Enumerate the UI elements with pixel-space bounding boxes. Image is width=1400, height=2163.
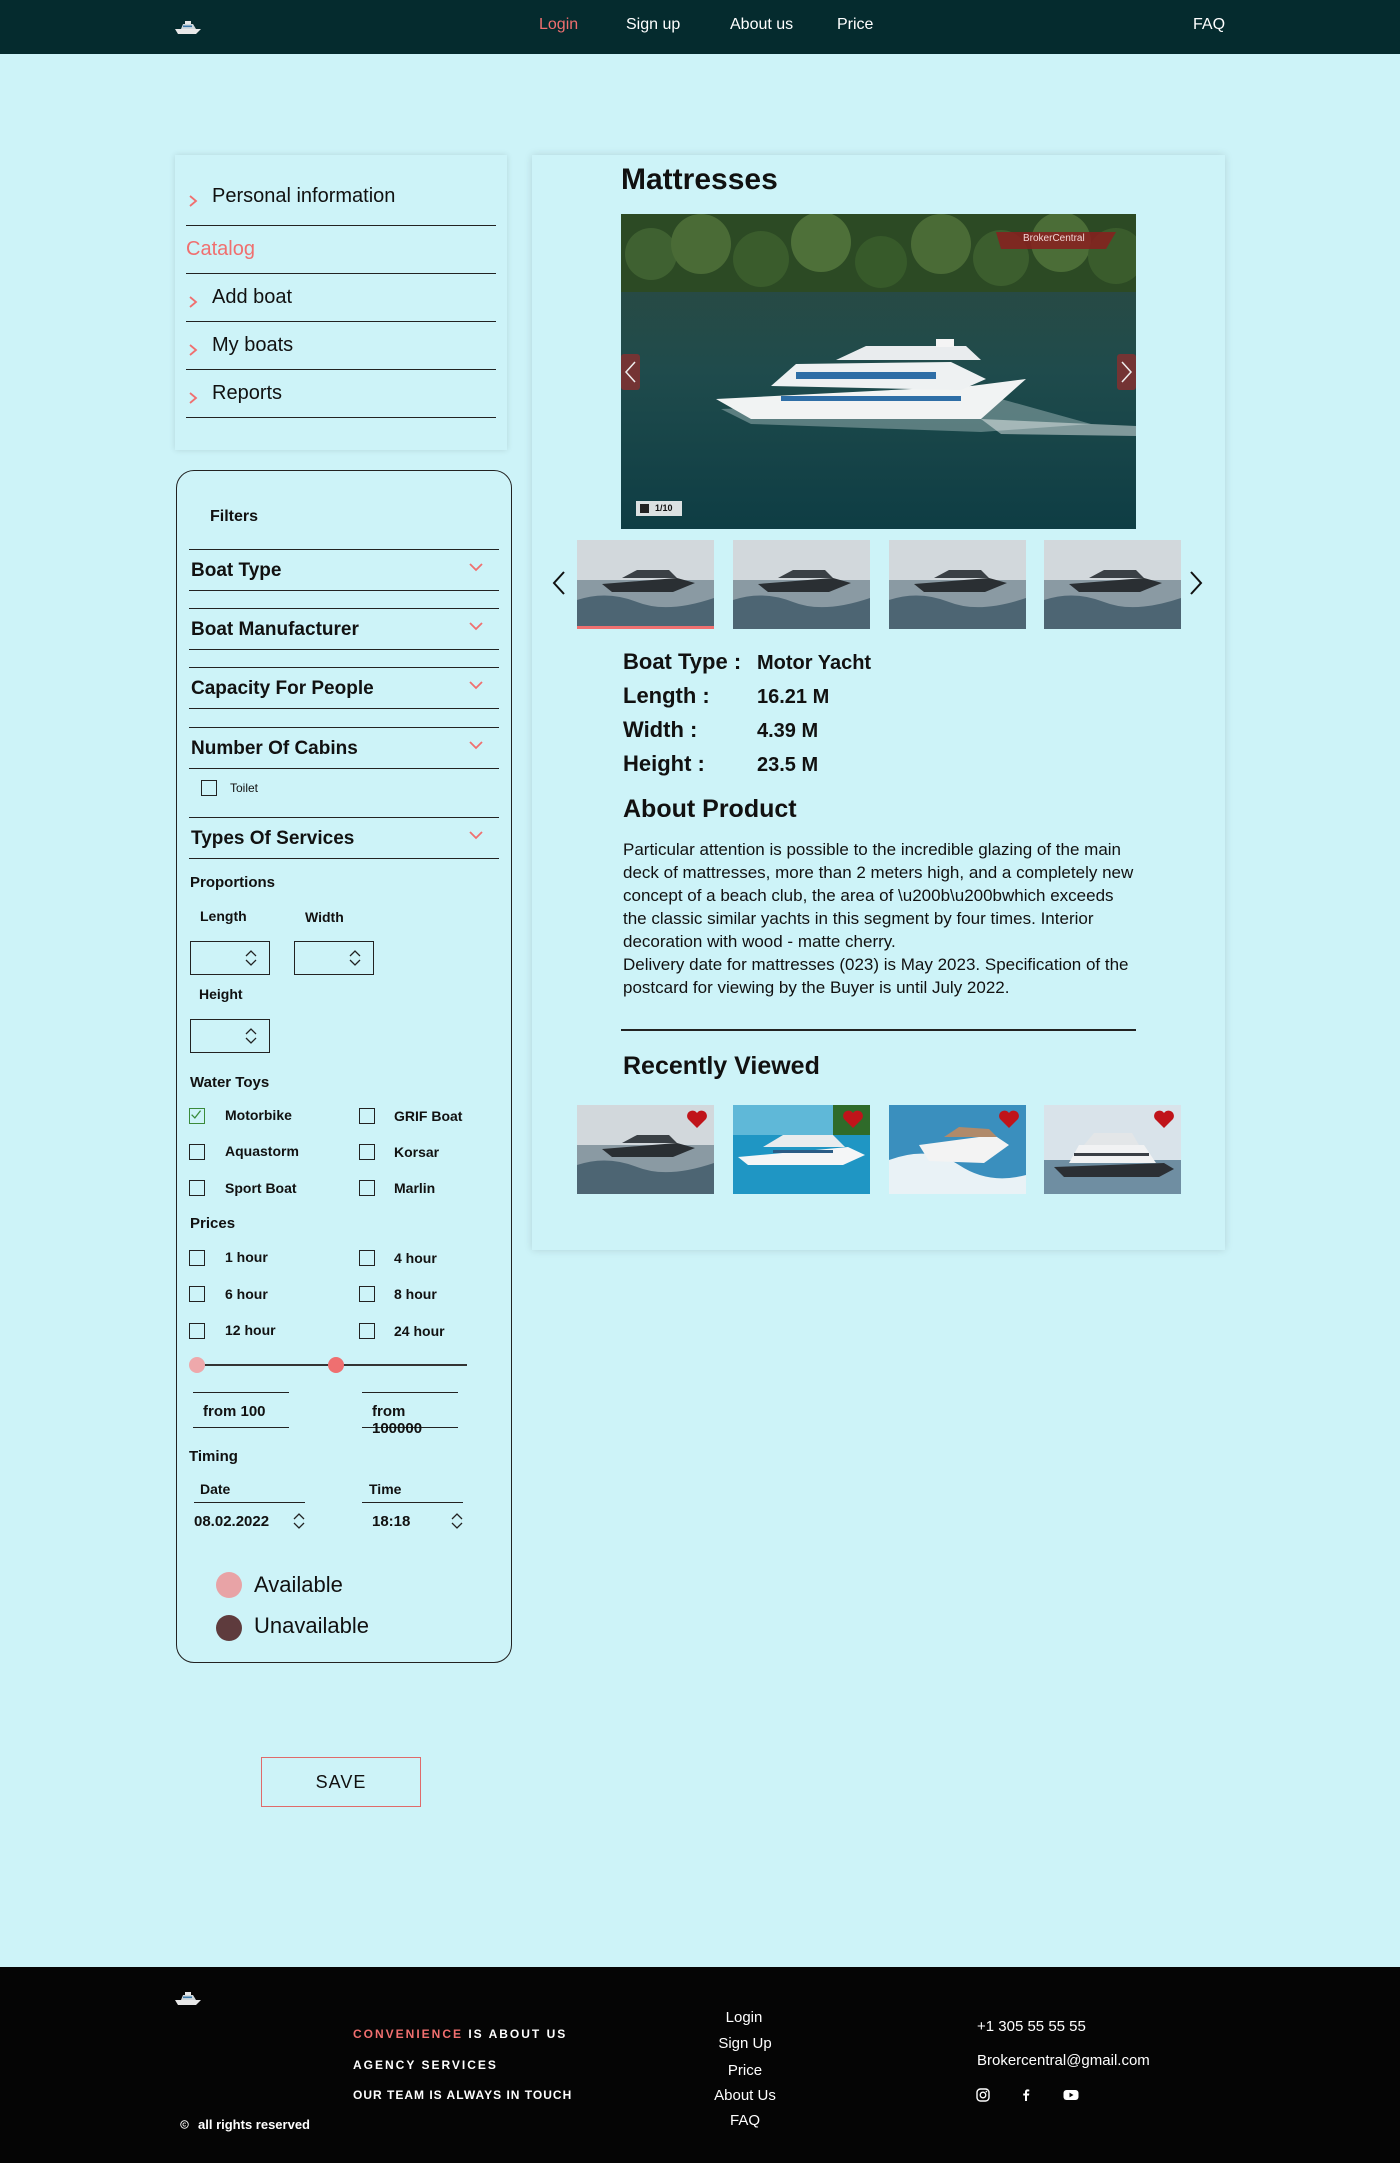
accordion-label: Boat Manufacturer [191,619,359,640]
korsar-label: Korsar [394,1144,440,1160]
chevron-right-icon [186,194,200,208]
footer-tagline [353,2027,567,2041]
accordion-boat-manufacturer[interactable] [189,608,499,650]
boat-thumbnail-image [733,540,870,629]
height-label: Height [199,986,243,1002]
price-8-hour-label: 8 hour [394,1286,437,1302]
accordion-label: Boat Type [191,560,282,581]
spec-length-key: Length : [623,683,710,708]
thumbs-prev-arrow-icon[interactable] [552,570,566,596]
copyright-icon [180,2120,189,2129]
menu-item-label: Add boat [212,286,293,308]
width-stepper[interactable] [294,941,374,975]
recent-item-4[interactable] [1044,1105,1181,1194]
boat-logo-icon[interactable] [174,1989,202,2007]
marlin-checkbox[interactable] [359,1180,375,1196]
footer-rights: all rights reserved [198,2117,310,2132]
toilet-checkbox[interactable] [201,780,217,796]
spec-width-key: Width : [623,717,698,742]
footer-link-login[interactable]: Login [725,2009,763,2026]
nav-faq[interactable]: FAQ [1193,16,1226,33]
price-4-hour-label: 4 hour [394,1250,437,1266]
footer-tagline-accent: CONVENIENCE [353,2027,464,2041]
site-footer [0,1967,1400,2163]
save-button[interactable]: SAVE [261,1757,421,1807]
price-4-hour-checkbox[interactable] [359,1250,375,1266]
price-24-hour-label: 24 hour [394,1323,445,1339]
water-toys-label: Water Toys [190,1074,270,1091]
nav-about-us[interactable]: About us [730,16,794,33]
boat-thumbnail-image [1044,540,1181,629]
footer-link-about-us[interactable]: About Us [714,2087,776,2104]
marlin-label: Marlin [394,1180,436,1196]
toilet-label: Toilet [230,781,259,795]
spec-width-value: 4.39 M [757,720,819,742]
footer-tagline-rest: IS ABOUT US [463,2027,568,2041]
image-counter: 1/10 [655,503,673,513]
recent-item-2[interactable] [733,1105,870,1194]
about-product-text [623,838,1138,999]
date-input[interactable] [194,1502,305,1536]
footer-link-faq[interactable]: FAQ [729,2112,760,2129]
account-menu [175,155,507,450]
prices-label: Prices [190,1215,236,1232]
thumbnail-1[interactable] [577,540,714,629]
price-12-hour-checkbox[interactable] [189,1323,205,1339]
accordion-capacity-for-people[interactable] [189,667,499,709]
about-paragraph-1: Particular attention is possible to the incredible glazing of the main deck of mattresses, more than 2 meters high, and a completely new concept of a beach club, the area of \u200b\u200bwhich exceeds the classic similar yachts in this segment by four times. Interior decoration with wood - matte cherry. [623,840,1134,951]
available-label: Available [254,1572,343,1597]
spinner-arrows-icon[interactable] [245,1028,257,1044]
aquastorm-label: Aquastorm [225,1143,299,1159]
check-icon [190,1109,203,1122]
chevron-down-icon [469,680,483,690]
time-value: 18:18 [372,1513,411,1530]
product-title: Mattresses [621,163,778,196]
product-card [532,155,1225,1250]
recently-viewed-title: Recently Viewed [623,1052,820,1080]
menu-item-catalog[interactable] [186,238,496,274]
price-range-max-handle[interactable] [328,1357,344,1373]
chevron-down-icon [469,830,483,840]
price-6-hour-checkbox[interactable] [189,1286,205,1302]
footer-link-price[interactable]: Price [727,2062,763,2079]
top-header [0,0,1400,54]
chevron-right-icon [186,343,200,357]
image-next-button[interactable] [1117,354,1136,390]
heart-icon[interactable] [842,1109,864,1129]
boat-thumbnail-image [889,540,1026,629]
recent-item-3[interactable] [889,1105,1026,1194]
chevron-down-icon [469,562,483,572]
unavailable-label: Unavailable [254,1613,369,1638]
footer-team-line: OUR TEAM IS ALWAYS IN TOUCH [353,2088,573,2102]
width-label: Width [305,909,344,925]
facebook-icon[interactable] [1019,2088,1033,2102]
about-paragraph-2: Delivery date for mattresses (023) is May 2023. Specification of the postcard for viewing by the Buyer is until July 2022. [623,955,1129,997]
price-24-hour-checkbox[interactable] [359,1323,375,1339]
grif-boat-checkbox[interactable] [359,1108,375,1124]
price-6-hour-label: 6 hour [225,1286,268,1302]
filters-title: Filters [210,508,259,525]
accordion-number-of-cabins[interactable] [189,727,499,769]
motorbike-label: Motorbike [225,1107,292,1123]
sport-boat-checkbox[interactable] [189,1180,205,1196]
youtube-icon[interactable] [1063,2088,1079,2102]
accordion-label: Types Of Services [191,828,355,849]
footer-phone[interactable]: +1 305 55 55 55 [977,2018,1086,2035]
proportions-label: Proportions [190,874,275,891]
chevron-down-icon [469,621,483,631]
menu-item-add-boat[interactable] [186,286,496,322]
heart-icon[interactable] [1153,1109,1175,1129]
yacht-photo [621,214,1136,529]
heart-icon[interactable] [998,1109,1020,1129]
spinner-arrows-icon[interactable] [245,950,257,966]
time-label: Time [369,1481,402,1497]
thumbnail-2[interactable] [733,540,870,629]
menu-item-label: Catalog [186,238,255,260]
boat-logo-icon[interactable] [174,18,202,36]
thumbnail-3[interactable] [889,540,1026,629]
nav-login[interactable]: Login [539,16,579,33]
accordion-label: Number Of Cabins [191,738,358,759]
spec-boat-type-value: Motor Yacht [757,652,872,674]
price-1-hour-checkbox[interactable] [189,1250,205,1266]
chevron-down-icon [469,740,483,750]
menu-item-label: Reports [212,382,283,404]
nav-sign-up[interactable]: Sign up [626,16,681,33]
thumbnail-4[interactable] [1044,540,1181,629]
accordion-boat-type[interactable] [189,549,499,591]
image-prev-button[interactable] [621,354,640,390]
spinner-arrows-icon[interactable] [293,1513,305,1529]
menu-item-label: My boats [212,334,294,356]
unavailable-dot [216,1615,242,1641]
aquastorm-checkbox[interactable] [189,1144,205,1160]
spec-height-key: Height : [623,751,705,776]
price-from-max-field[interactable]: from 100000 [362,1392,458,1428]
menu-item-reports[interactable] [186,382,496,418]
spec-height-value: 23.5 M [757,754,819,776]
price-12-hour-label: 12 hour [225,1322,276,1338]
height-stepper[interactable] [190,1019,270,1053]
date-value: 08.02.2022 [194,1513,270,1530]
time-input[interactable] [362,1502,463,1536]
filters-panel [176,470,512,1663]
footer-agency-services: AGENCY SERVICES [353,2058,498,2072]
price-from-min-field[interactable]: from 100 [193,1392,289,1428]
menu-item-personal-information[interactable] [186,185,496,226]
chevron-right-icon [186,391,200,405]
footer-link-sign-up[interactable]: Sign Up [718,2035,772,2052]
chevron-right-icon [186,295,200,309]
recent-item-1[interactable] [577,1105,714,1194]
price-8-hour-checkbox[interactable] [359,1286,375,1302]
thumbs-next-arrow-icon[interactable] [1189,570,1203,596]
price-1-hour-label: 1 hour [225,1249,268,1265]
boat-thumbnail-image [577,540,714,629]
instagram-icon[interactable] [976,2088,990,2102]
motorbike-checkbox[interactable] [189,1108,205,1124]
length-stepper[interactable] [190,941,270,975]
sport-boat-label: Sport Boat [225,1180,297,1196]
main-product-image[interactable] [621,214,1136,529]
grif-boat-label: GRIF Boat [394,1108,463,1124]
menu-item-label: Personal information [212,185,396,207]
spinner-arrows-icon[interactable] [349,950,361,966]
divider [621,1029,1136,1031]
footer-email[interactable]: Brokercentral@gmail.com [977,2052,1150,2069]
spec-length-value: 16.21 M [757,686,830,708]
length-label: Length [200,908,247,924]
timing-label: Timing [189,1448,238,1465]
image-watermark: BrokerCentral [1023,233,1085,244]
korsar-checkbox[interactable] [359,1144,375,1160]
available-dot [216,1572,242,1598]
accordion-types-of-services[interactable] [189,817,499,859]
about-product-title: About Product [623,795,797,823]
nav-price[interactable]: Price [837,16,874,33]
spec-boat-type-key: Boat Type : [623,649,742,674]
menu-item-my-boats[interactable] [186,334,496,370]
price-range-min-handle[interactable] [189,1357,205,1373]
spinner-arrows-icon[interactable] [451,1513,463,1529]
heart-icon[interactable] [686,1109,708,1129]
accordion-label: Capacity For People [191,678,374,699]
date-label: Date [200,1481,231,1497]
